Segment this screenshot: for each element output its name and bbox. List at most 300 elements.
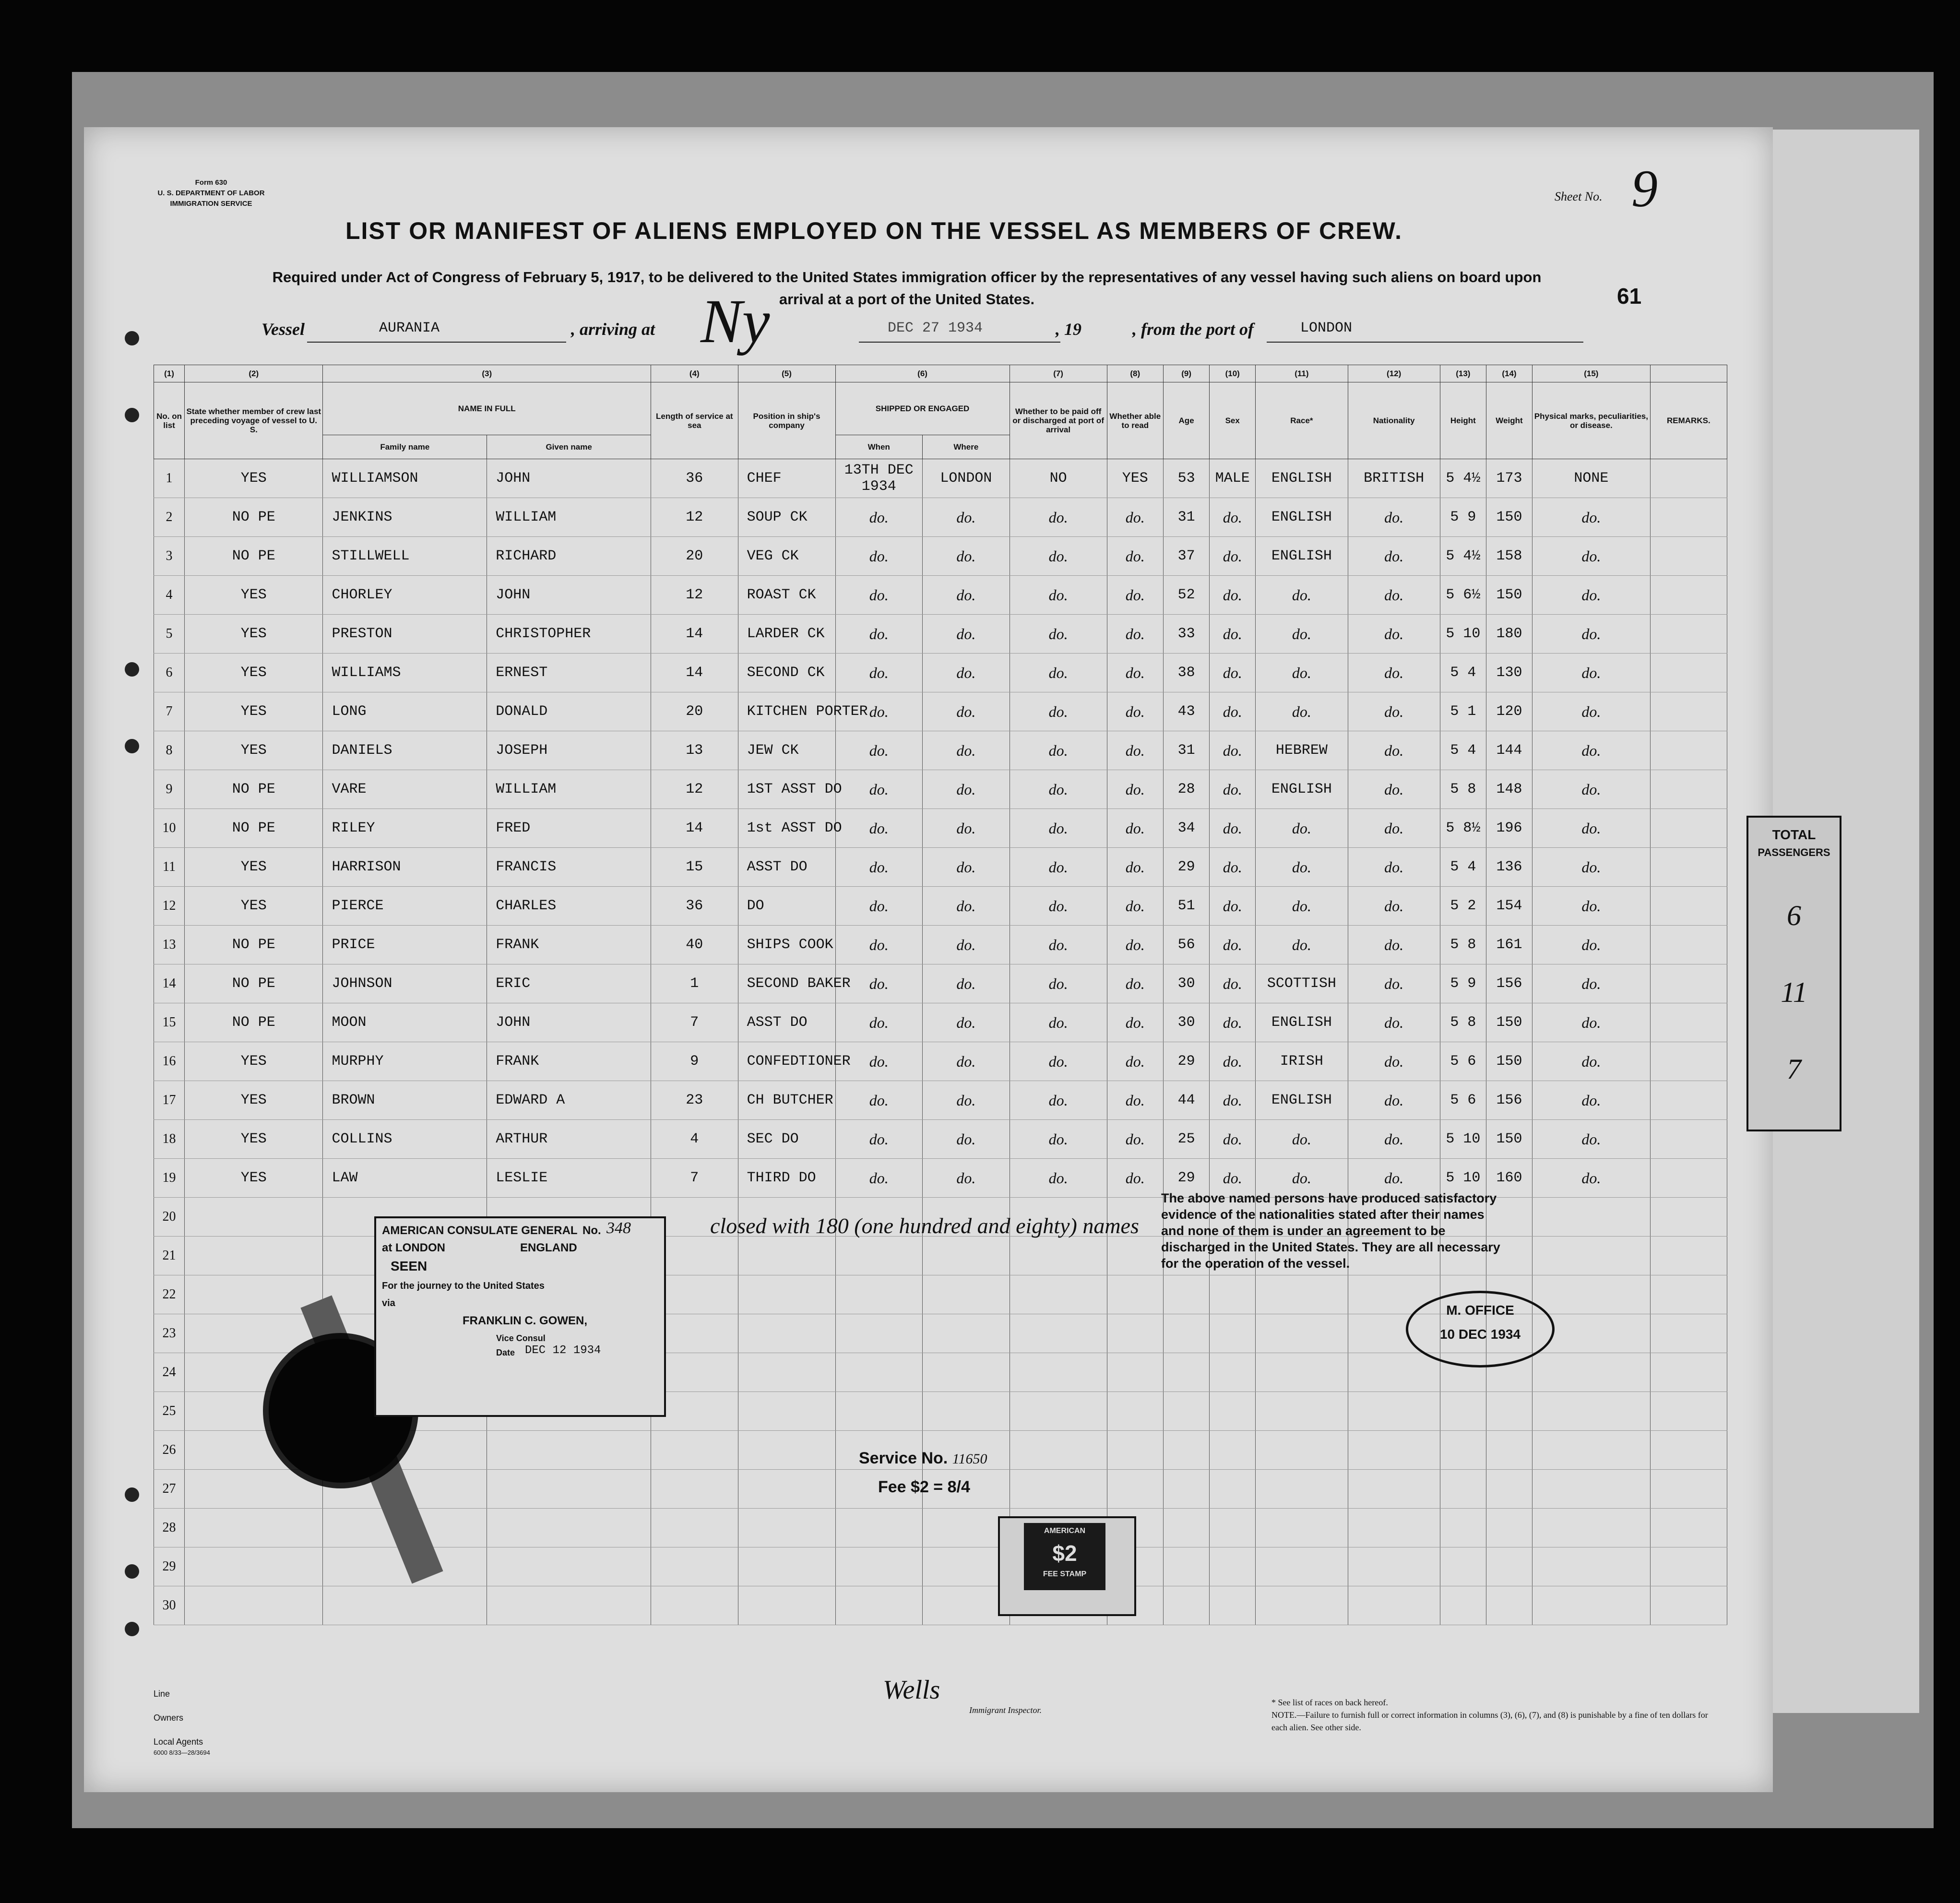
length-service: 20 [651,692,738,731]
remarks [1650,731,1727,770]
empty-cell [1210,1314,1256,1353]
row-number: 25 [154,1392,185,1431]
empty-cell [1650,1353,1727,1392]
empty-cell [1532,1353,1651,1392]
shipped-when: do. [835,770,923,809]
family-name: JENKINS [323,498,487,537]
length-service: 20 [651,537,738,576]
empty-cell [1486,1547,1532,1586]
race: ENGLISH [1256,1081,1348,1120]
empty-cell [487,1470,651,1509]
sex: do. [1210,1120,1256,1159]
age: 34 [1164,809,1210,848]
from-label: , from the port of [1132,320,1254,339]
table-row [154,576,1727,615]
remarks [1650,576,1727,615]
length-service: 7 [651,1003,738,1042]
empty-cell [738,1314,835,1353]
age: 44 [1164,1081,1210,1120]
service-value: 11650 [952,1451,987,1467]
empty-cell [1256,1586,1348,1625]
nationality: do. [1348,1003,1440,1042]
header-nationality: Nationality [1348,382,1440,459]
paid-off: do. [1010,1159,1107,1198]
sex: do. [1210,731,1256,770]
table-row [154,1120,1727,1159]
physical-marks: do. [1532,809,1651,848]
shipped-where: do. [923,498,1010,537]
physical-marks: do. [1532,770,1651,809]
empty-cell [1650,1314,1727,1353]
empty-cell [1010,1470,1107,1509]
master-statement: The above named persons have produced satisfactory evidence of the nationalities stated after their names and none of them is under an agreement to be discharged in the United States. They are all necessary for the operation of the vessel. [1161,1191,1500,1271]
empty-cell [738,1392,835,1431]
colnum-3: (3) [323,365,651,382]
empty-cell [323,1586,487,1625]
family-name: MURPHY [323,1042,487,1081]
nationality: do. [1348,964,1440,1003]
empty-cell [487,1586,651,1625]
remarks [1650,1120,1727,1159]
position: ROAST CK [738,576,835,615]
weight: 180 [1486,615,1532,654]
colnum-14: (14) [1486,365,1532,382]
position: THIRD DO [738,1159,835,1198]
row-number: 8 [154,731,185,770]
row-number: 4 [154,576,185,615]
empty-cell [1210,1275,1256,1314]
shipped-when: do. [835,809,923,848]
empty-cell [1532,1547,1651,1586]
row-number: 27 [154,1470,185,1509]
empty-cell [1486,1431,1532,1470]
family-name: COLLINS [323,1120,487,1159]
physical-marks: NONE [1532,459,1651,498]
empty-cell [651,1431,738,1470]
sex: do. [1210,1159,1256,1198]
sex: do. [1210,537,1256,576]
able-read: YES [1107,459,1163,498]
total-value: 7 [1787,1053,1801,1085]
empty-cell [651,1470,738,1509]
empty-cell [1210,1392,1256,1431]
shipped-when: do. [835,1120,923,1159]
table-row [154,537,1727,576]
given-name: WILLIAM [487,770,651,809]
physical-marks: do. [1532,615,1651,654]
port-stamp-date: 10 DEC 1934 [1439,1327,1521,1342]
empty-cell [1650,1198,1727,1237]
sex: do. [1210,1042,1256,1081]
weight: 130 [1486,654,1532,692]
empty-cell [835,1314,923,1353]
height: 5 4 [1440,848,1486,887]
shipped-where: do. [923,1120,1010,1159]
row-number: 15 [154,1003,185,1042]
given-name: JOSEPH [487,731,651,770]
nationality: do. [1348,770,1440,809]
empty-cell [1348,1509,1440,1547]
year-label: , 19 [1056,320,1081,339]
empty-cell [1107,1353,1163,1392]
row-number: 14 [154,964,185,1003]
punch-hole [125,739,139,753]
race: ENGLISH [1256,537,1348,576]
physical-marks: do. [1532,1159,1651,1198]
table-row [154,770,1727,809]
form-number: Form 630 [195,178,227,187]
empty-cell [1010,1431,1107,1470]
empty-cell [1210,1586,1256,1625]
shipped-when: do. [835,848,923,887]
length-service: 1 [651,964,738,1003]
nationality: do. [1348,1081,1440,1120]
length-service: 36 [651,459,738,498]
sex: MALE [1210,459,1256,498]
empty-cell [738,1275,835,1314]
length-service: 14 [651,654,738,692]
sex: do. [1210,964,1256,1003]
race: do. [1256,1159,1348,1198]
empty-cell [1256,1314,1348,1353]
empty-cell [1164,1314,1210,1353]
family-name: LONG [323,692,487,731]
header-given-name: Given name [487,435,651,459]
colnum-8: (8) [1107,365,1163,382]
race: HEBREW [1256,731,1348,770]
penalty-note: NOTE.—Failure to furnish full or correct information in columns (3), (6), (7), and (8) is punishable by a fine of ten dollars for each alien. See other side. [1271,1710,1708,1732]
age: 33 [1164,615,1210,654]
table-row [154,848,1727,887]
length-service: 14 [651,809,738,848]
family-name: LAW [323,1159,487,1198]
header-family-name: Family name [323,435,487,459]
nationality: BRITISH [1348,459,1440,498]
empty-cell [651,1547,738,1586]
shipped-where: do. [923,1042,1010,1081]
nationality: do. [1348,1042,1440,1081]
position: CONFEDTIONER [738,1042,835,1081]
table-row [154,459,1727,498]
empty-cell [1210,1470,1256,1509]
crew-last-voyage: NO PE [185,926,323,964]
paid-off: do. [1010,770,1107,809]
consulate-title: AMERICAN CONSULATE GENERAL [382,1224,578,1237]
empty-cell [1348,1392,1440,1431]
paid-off: do. [1010,1003,1107,1042]
given-name: EDWARD A [487,1081,651,1120]
remarks [1650,654,1727,692]
race: do. [1256,576,1348,615]
table-row [154,887,1727,926]
sex: do. [1210,692,1256,731]
nationality: do. [1348,809,1440,848]
empty-cell [738,1547,835,1586]
empty-cell [185,1237,323,1275]
empty-cell [185,1470,323,1509]
height: 5 6 [1440,1042,1486,1081]
empty-cell [1107,1470,1163,1509]
physical-marks: do. [1532,1003,1651,1042]
shipped-where: do. [923,537,1010,576]
table-row [154,1042,1727,1081]
empty-cell [1348,1431,1440,1470]
table-row [154,615,1727,654]
length-service: 12 [651,576,738,615]
row-number: 17 [154,1081,185,1120]
crew-last-voyage: YES [185,731,323,770]
given-name: WILLIAM [487,498,651,537]
fee-stamp-value: $2 [1052,1541,1077,1566]
family-name: PRICE [323,926,487,964]
table-row [154,692,1727,731]
remarks [1650,498,1727,537]
colnum-5: (5) [738,365,835,382]
empty-cell [1532,1470,1651,1509]
consulate-stamp [374,1216,666,1417]
service-number [859,1449,987,1468]
family-name: MOON [323,1003,487,1042]
colnum-9: (9) [1164,365,1210,382]
crew-last-voyage: YES [185,1120,323,1159]
paid-off: do. [1010,964,1107,1003]
empty-cell [1348,1470,1440,1509]
weight: 150 [1486,1003,1532,1042]
nationality: do. [1348,576,1440,615]
sex: do. [1210,848,1256,887]
age: 30 [1164,964,1210,1003]
header-sex: Sex [1210,382,1256,459]
remarks [1650,848,1727,887]
weight: 156 [1486,1081,1532,1120]
empty-cell [1532,1586,1651,1625]
able-read: do. [1107,964,1163,1003]
position: SEC DO [738,1120,835,1159]
fee-stamp-image [1024,1523,1105,1590]
paid-off: do. [1010,537,1107,576]
row-number: 20 [154,1198,185,1237]
position: KITCHEN PORTER [738,692,835,731]
race: do. [1256,692,1348,731]
family-name: DANIELS [323,731,487,770]
family-name: WILLIAMSON [323,459,487,498]
shipped-where: do. [923,1159,1010,1198]
empty-cell [1532,1392,1651,1431]
race: ENGLISH [1256,498,1348,537]
nationality: do. [1348,498,1440,537]
empty-cell [1210,1353,1256,1392]
length-service: 4 [651,1120,738,1159]
age: 29 [1164,1159,1210,1198]
age: 31 [1164,731,1210,770]
length-service: 9 [651,1042,738,1081]
able-read: do. [1107,926,1163,964]
nationality: do. [1348,926,1440,964]
empty-cell [1532,1431,1651,1470]
height: 5 6½ [1440,576,1486,615]
shipped-where: do. [923,576,1010,615]
age: 51 [1164,887,1210,926]
total-value: 11 [1781,976,1807,1008]
colnum-12: (12) [1348,365,1440,382]
empty-cell [1650,1547,1727,1586]
empty-cell [651,1509,738,1547]
footer-owners: Owners [154,1713,184,1723]
given-name: LESLIE [487,1159,651,1198]
shipped-where: do. [923,770,1010,809]
table-row [154,926,1727,964]
physical-marks: do. [1532,1081,1651,1120]
nationality: do. [1348,887,1440,926]
height: 5 4 [1440,654,1486,692]
department: U. S. DEPARTMENT OF LABOR [157,189,265,197]
shipped-when: do. [835,926,923,964]
remarks [1650,692,1727,731]
remarks [1650,1003,1727,1042]
crew-last-voyage: NO PE [185,770,323,809]
empty-cell [1256,1470,1348,1509]
able-read: do. [1107,576,1163,615]
race: do. [1256,809,1348,848]
port-underline [1267,342,1583,343]
given-name: FRANCIS [487,848,651,887]
row-number: 21 [154,1237,185,1275]
table-row [154,809,1727,848]
remarks [1650,1081,1727,1120]
physical-marks: do. [1532,964,1651,1003]
given-name: FRANK [487,1042,651,1081]
header-position: Position in ship's company [738,382,835,459]
race: ENGLISH [1256,459,1348,498]
position: SECOND BAKER [738,964,835,1003]
row-number: 28 [154,1509,185,1547]
empty-cell [1486,1392,1532,1431]
age: 37 [1164,537,1210,576]
weight: 150 [1486,1042,1532,1081]
empty-cell [185,1547,323,1586]
empty-cell [1256,1392,1348,1431]
arriving-label: , arriving at [571,320,655,339]
handwritten-closing-note: closed with 180 (one hundred and eighty) names [710,1213,1139,1238]
empty-cell [1440,1547,1486,1586]
family-name: WILLIAMS [323,654,487,692]
able-read: do. [1107,1159,1163,1198]
fee-stamp-top: AMERICAN [1044,1527,1086,1535]
empty-cell [1164,1431,1210,1470]
empty-cell [923,1547,1010,1586]
able-read: do. [1107,692,1163,731]
sex: do. [1210,576,1256,615]
empty-cell [185,1586,323,1625]
date-underline [859,342,1060,343]
remarks [1650,926,1727,964]
shipped-when: do. [835,1081,923,1120]
empty-cell [1532,1198,1651,1237]
empty-cell [1164,1392,1210,1431]
service-name: IMMIGRATION SERVICE [170,200,252,208]
empty-cell [1164,1547,1210,1586]
length-service: 7 [651,1159,738,1198]
row-number: 10 [154,809,185,848]
total-passengers-box [1746,816,1841,1131]
punch-hole [125,1564,139,1579]
shipped-where: do. [923,654,1010,692]
empty-cell [1164,1586,1210,1625]
empty-cell [1440,1431,1486,1470]
crew-last-voyage: YES [185,654,323,692]
remarks [1650,809,1727,848]
empty-cell [1107,1392,1163,1431]
remarks [1650,1042,1727,1081]
form-header [134,178,288,209]
colnum-15: (15) [1532,365,1651,382]
header-weight: Weight [1486,382,1532,459]
table-row [154,1003,1727,1042]
vessel-underline [307,342,566,343]
consulate-journey: For the journey to the United States [382,1281,545,1291]
weight: 136 [1486,848,1532,887]
consul-date: DEC 12 1934 [525,1344,601,1357]
empty-cell [923,1314,1010,1353]
empty-cell [1348,1353,1440,1392]
crew-last-voyage: YES [185,1081,323,1120]
length-service: 12 [651,770,738,809]
position: SECOND CK [738,654,835,692]
position: JEW CK [738,731,835,770]
length-service: 14 [651,615,738,654]
weight: 156 [1486,964,1532,1003]
remarks [1650,537,1727,576]
crew-last-voyage: NO PE [185,498,323,537]
table-row [154,654,1727,692]
empty-cell [1010,1353,1107,1392]
consulate-country: ENGLAND [520,1241,577,1254]
position: VEG CK [738,537,835,576]
service-label: Service No. [859,1449,948,1467]
shipped-when: do. [835,615,923,654]
remarks [1650,964,1727,1003]
empty-cell [1010,1314,1107,1353]
weight: 158 [1486,537,1532,576]
crew-last-voyage: NO PE [185,809,323,848]
shipped-when: do. [835,537,923,576]
paid-off: do. [1010,848,1107,887]
colnum-13: (13) [1440,365,1486,382]
paid-off: do. [1010,887,1107,926]
shipped-where: do. [923,848,1010,887]
empty-cell [738,1353,835,1392]
colnum-10: (10) [1210,365,1256,382]
weight: 120 [1486,692,1532,731]
paid-off: do. [1010,692,1107,731]
length-service: 40 [651,926,738,964]
empty-cell [487,1547,651,1586]
able-read: do. [1107,731,1163,770]
crew-last-voyage: NO PE [185,1003,323,1042]
height: 5 6 [1440,1081,1486,1120]
race: do. [1256,926,1348,964]
nationality: do. [1348,615,1440,654]
height: 5 10 [1440,615,1486,654]
empty-cell [1650,1470,1727,1509]
given-name: RICHARD [487,537,651,576]
height: 5 1 [1440,692,1486,731]
consulate-via: via [382,1298,395,1308]
empty-cell [1107,1275,1163,1314]
able-read: do. [1107,887,1163,926]
row-number: 23 [154,1314,185,1353]
empty-cell [1210,1547,1256,1586]
